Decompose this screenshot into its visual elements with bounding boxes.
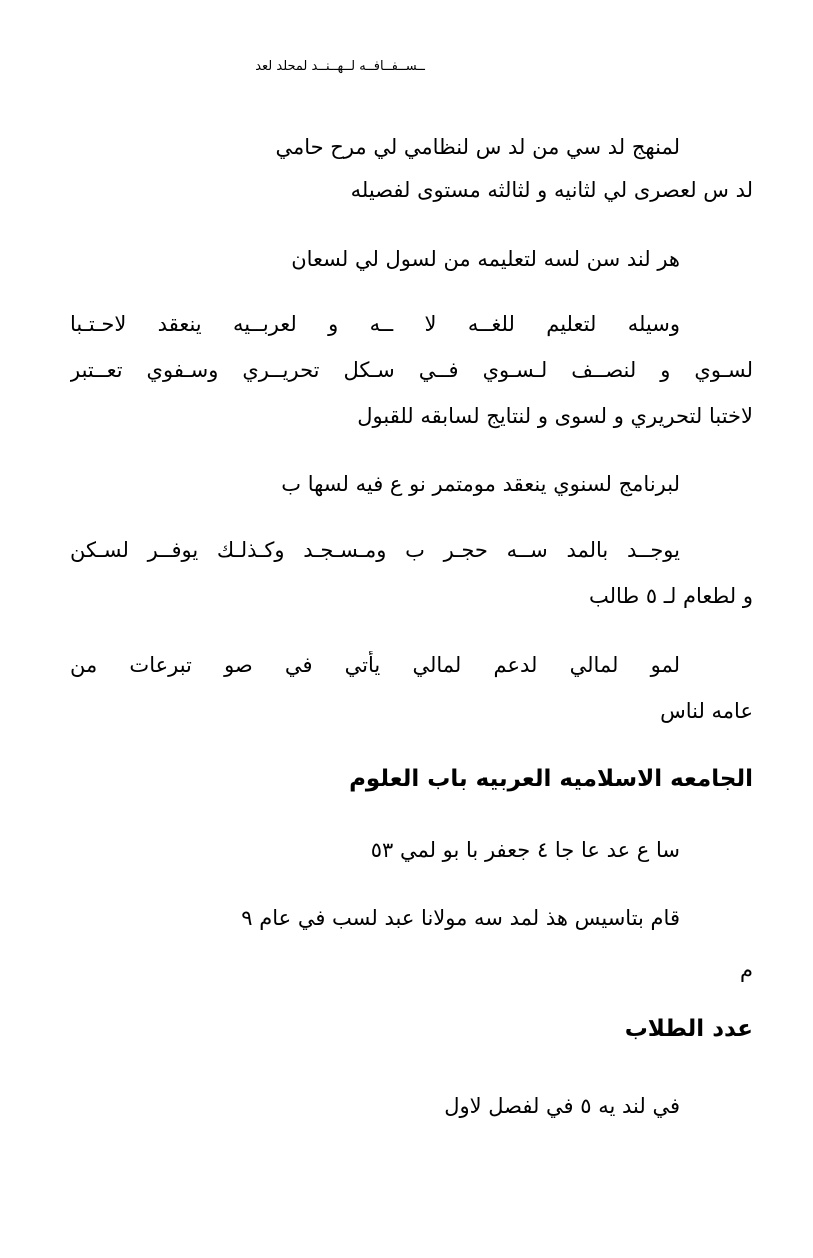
paragraph-6-line-1: لمو لمالي لدعم لمالي يأتي في صو تبرعات من <box>70 653 680 677</box>
section-1-line-2: قام بتاسيس هذ لمد سه مولانا عبد لسب في عام ٩ <box>241 906 680 930</box>
paragraph-1-line-2: لد س لعصرى لي لثانيه و لثالثه مستوى لفصيله <box>350 178 753 202</box>
section-heading-students: عدد الطلاب <box>624 1016 753 1042</box>
paragraph-1-line-1: لمنهج لد سي من لد س لنظامي لي مرح حامي <box>275 135 680 159</box>
section-2-line-1: في لند يه ٥ في لفصل لاول <box>444 1094 680 1118</box>
paragraph-2-line-1: هر لند سن لسه لتعليمه من لسول لي لسعان <box>291 247 680 271</box>
paragraph-3-line-1: وسيله لتعليم للغــه لا ــه و لعربــيه ينعقد لاحـتـبا <box>70 312 680 336</box>
paragraph-3-line-2: لسـوي و لنصــف لـسـوي فــي سـكل تحريــري وسـفوي تعــتبر <box>70 358 753 382</box>
paragraph-5-line-1: يوجــد بالمد ســه حجـر ب ومـسـجـد وكـذلـك يوفــر لسـكن <box>70 538 680 562</box>
paragraph-6-line-2: عامه لناس <box>660 699 753 723</box>
paragraph-3-line-3: لاختبا لتحريري و لسوى و لنتايج لسابقه للقبول <box>357 404 753 428</box>
paragraph-4-line-1: لبرنامج لسنوي ينعقد مومتمر نو ع فيه لسها ب <box>281 472 680 496</box>
paragraph-5-line-2: و لطعام لـ ٥ طالب <box>589 584 753 608</box>
running-header: ــســفــافــه لــهــنــد لمحلد لعد <box>255 59 425 74</box>
section-1-line-3: م <box>739 958 753 982</box>
section-heading-university: الجامعه الاسلاميه العربيه باب العلوم <box>349 766 753 792</box>
section-1-line-1: سا ع عد عا جا ٤ جعفر با بو لمي ٥٣ <box>370 838 680 862</box>
